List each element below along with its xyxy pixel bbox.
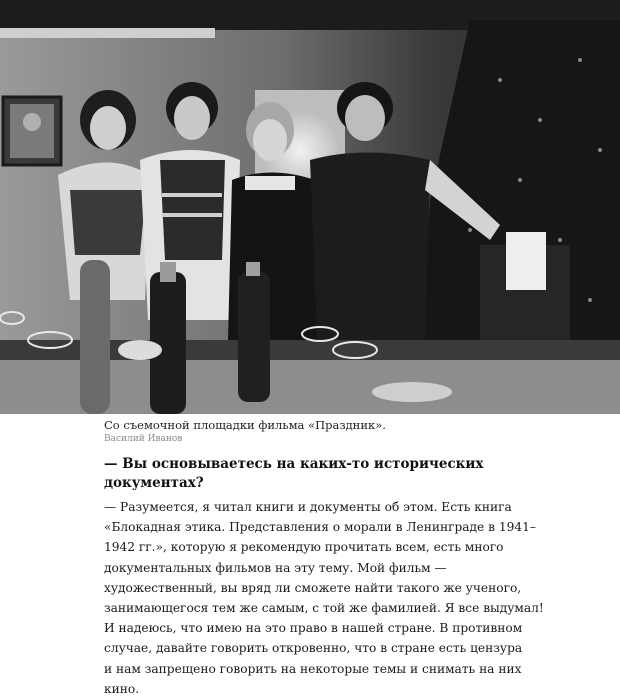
answer-line: и нам запрещено говорить на некоторые темы и снимать на них bbox=[104, 661, 522, 676]
answer-line: художественный, вы вряд ли сможете найти такого же ученого, bbox=[104, 580, 522, 595]
interview-answer bbox=[104, 497, 544, 699]
answer-line: документальных фильмов на эту тему. Мой фильм — bbox=[104, 560, 447, 575]
answer-line: И надеюсь, что имею на это право в нашей стране. В противном bbox=[104, 621, 523, 636]
answer-line: — Разумеется, я читал книги и документы об этом. Есть книга bbox=[104, 500, 512, 514]
photo-caption: Со съемочной площадки фильма «Праздник». bbox=[104, 418, 386, 432]
answer-line: занимающегося тем же самым, с той же фамилией. Я все выдумал! bbox=[104, 601, 544, 616]
answer-line: случае, давайте говорить откровенно, что в стране есть цензура bbox=[104, 641, 523, 656]
interview-question: — Вы основываетесь на каких-то исторических документах? bbox=[104, 456, 484, 491]
answer-line: кино. bbox=[104, 681, 140, 696]
photo-credit: Василий Иванов bbox=[104, 434, 183, 444]
answer-line: «Блокадная этика. Представления о морали в Ленинграде в 1941– bbox=[104, 520, 536, 535]
answer-line: 1942 гг.», которую я рекомендую прочитать всем, есть много bbox=[104, 540, 504, 555]
